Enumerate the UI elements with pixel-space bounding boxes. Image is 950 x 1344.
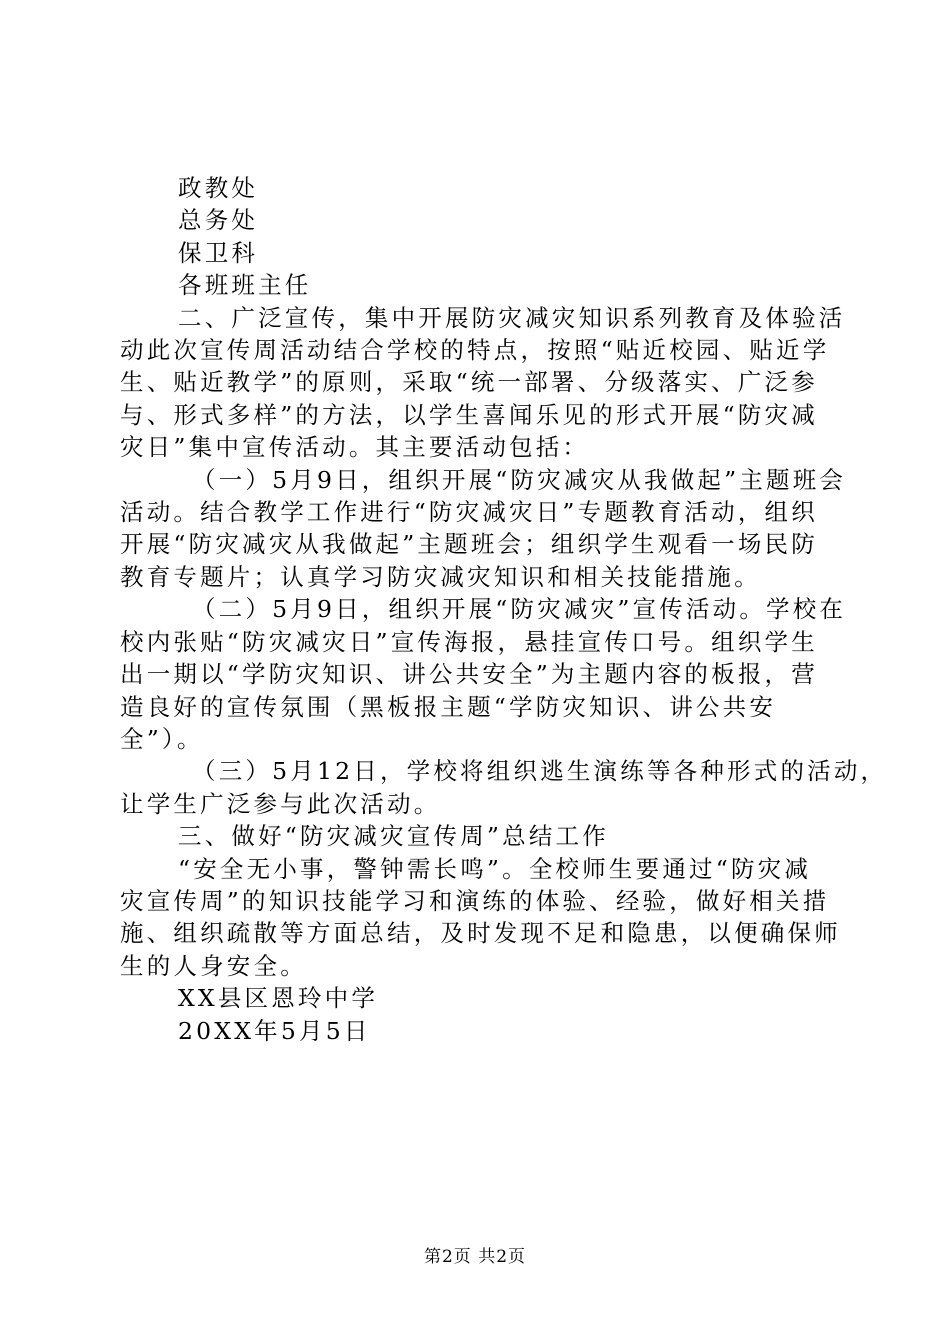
document-body <box>120 172 888 1047</box>
paragraph-line: 灾宣传周”的知识技能学习和演练的体验、经验，做好相关措 <box>120 886 830 915</box>
recipient-line: 各班班主任 <box>178 271 312 300</box>
section-heading-3: 三、做好“防灾减灾宣传周”总结工作 <box>178 822 609 851</box>
paragraph-line: 校内张贴“防灾减灾日”宣传海报，悬挂宣传口号。组织学生 <box>120 627 818 656</box>
signature-organization: XX县区恩玲中学 <box>178 984 379 1013</box>
item-heading-1: （一）5月9日，组织开展“防灾减灾从我做起”主题班会 <box>192 465 847 494</box>
paragraph-line: 生的人身安全。 <box>120 951 307 980</box>
paragraph-line: 全”）。 <box>120 724 204 753</box>
signature-date: 20XX年5月5日 <box>178 1016 371 1045</box>
paragraph-line: 造良好的宣传氛围（黑板报主题“学防灾知识、讲公共安 <box>120 692 777 721</box>
paragraph-line: 灾日”集中宣传活动。其主要活动包括： <box>120 433 590 462</box>
item-heading-3: （三）5月12日，学校将组织逃生演练等各种形式的活动， <box>192 757 888 786</box>
paragraph-line: 出一期以“学防灾知识、讲公共安全”为主题内容的板报，营 <box>120 660 818 689</box>
page-footer: 第2页 共2页 <box>423 1247 527 1267</box>
paragraph-line: 活动。结合教学工作进行“防灾减灾日”专题教育活动，组织 <box>120 498 818 527</box>
paragraph-line: 开展“防灾减灾从我做起”主题班会；组织学生观看一场民防 <box>120 530 818 559</box>
paragraph-line: 施、组织疏散等方面总结，及时发现不足和隐患，以便确保师 <box>120 919 841 948</box>
paragraph-line: 生、贴近教学”的原则，采取“统一部署、分级落实、广泛参 <box>120 368 818 397</box>
paragraph-line: “安全无小事，警钟需长鸣”。全校师生要通过“防灾减 <box>178 854 812 883</box>
recipient-line: 保卫科 <box>178 238 259 267</box>
recipient-line: 总务处 <box>178 206 259 235</box>
paragraph-line: 与、形式多样”的方法，以学生喜闻乐见的形式开展“防灾减 <box>120 400 818 429</box>
paragraph-line: 教育专题片；认真学习防灾减灾知识和相关技能措施。 <box>120 562 761 591</box>
paragraph-line: 动此次宣传周活动结合学校的特点，按照“贴近校园、贴近学 <box>120 336 830 365</box>
paragraph-line: 让学生广泛参与此次活动。 <box>120 789 441 818</box>
item-heading-2: （二）5月9日，组织开展“防灾减灾”宣传活动。学校在 <box>192 595 847 624</box>
recipient-line: 政教处 <box>178 174 259 202</box>
section-heading-2: 二、广泛宣传，集中开展防灾减灾知识系列教育及体验活 <box>178 303 846 332</box>
